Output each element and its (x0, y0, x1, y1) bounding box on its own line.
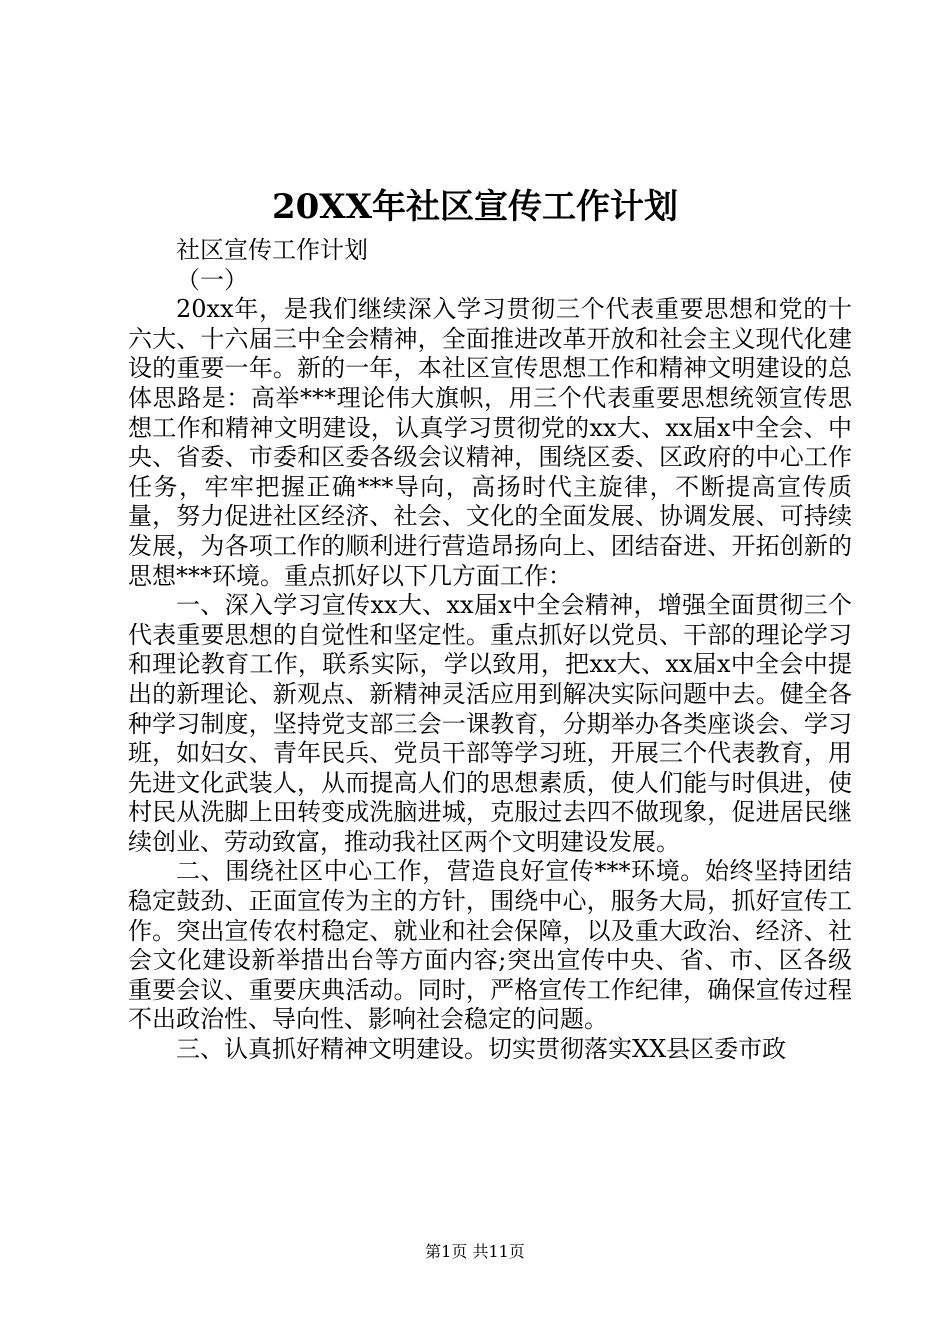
paragraph-item-2: 二、围绕社区中心工作，营造良好宣传***环境。始终坚持团结稳定鼓劲、正面宣传为主的方针，围绕中心，服务大局，抓好宣传工作。突出宣传农村稳定、就业和社会保障，以及重大政治、经济、社会文化建设新举措出台等方面内容;突出宣传中央、省、市、区各级重要会议、重要庆典活动。同时，严格宣传工作纪律，确保宣传过程不出政治性、导向性、影响社会稳定的问题。 (128, 857, 852, 1034)
paragraph-item-1: 一、深入学习宣传xx大、xx届x中全会精神，增强全面贯彻三个代表重要思想的自觉性和坚定性。重点抓好以党员、干部的理论学习和理论教育工作，联系实际，学以致用，把xx大、xx届x中全会中提出的新理论、新观点、新精神灵活应用到解决实际问题中去。健全各种学习制度，坚持党支部三会一课教育，分期举办各类座谈会、学习班，如妇女、青年民兵、党员干部等学习班，开展三个代表教育，用先进文化武装人，从而提高人们的思想素质，使人们能与时俱进，使村民从洗脚上田转变成洗脑进城，克服过去四不做现象，促进居民继续创业、劳动致富，推动我社区两个文明建设发展。 (128, 591, 852, 856)
paragraph-item-3: 三、认真抓好精神文明建设。切实贯彻落实XX县区委市政 (176, 1035, 787, 1064)
paragraph-intro: 20xx年，是我们继续深入学习贯彻三个代表重要思想和党的十六大、十六届三中全会精神，全面推进改革开放和社会主义现代化建设的重要一年。新的一年，本社区宣传思想工作和精神文明建设的总体思路是：高举***理论伟大旗帜，用三个代表重要思想统领宣传思想工作和精神文明建设，认真学习贯彻党的xx大、xx届x中全会、中央、省委、市委和区委各级会议精神，围绕区委、区政府的中心工作任务，牢牢把握正确***导向，高扬时代主旋律，不断提高宣传质量，努力促进社区经济、社会、文化的全面发展、协调发展、可持续发展，为各项工作的顺利进行营造昂扬向上、团结奋进、开拓创新的思想***环境。重点抓好以下几方面工作： (128, 295, 852, 590)
section-marker: （一） (176, 265, 248, 294)
document-title: 20XX年社区宣传工作计划 (271, 187, 679, 227)
document-body (128, 236, 852, 1065)
page-footer: 第1页 共11页 (425, 1242, 525, 1261)
document-subtitle: 社区宣传工作计划 (176, 236, 368, 264)
